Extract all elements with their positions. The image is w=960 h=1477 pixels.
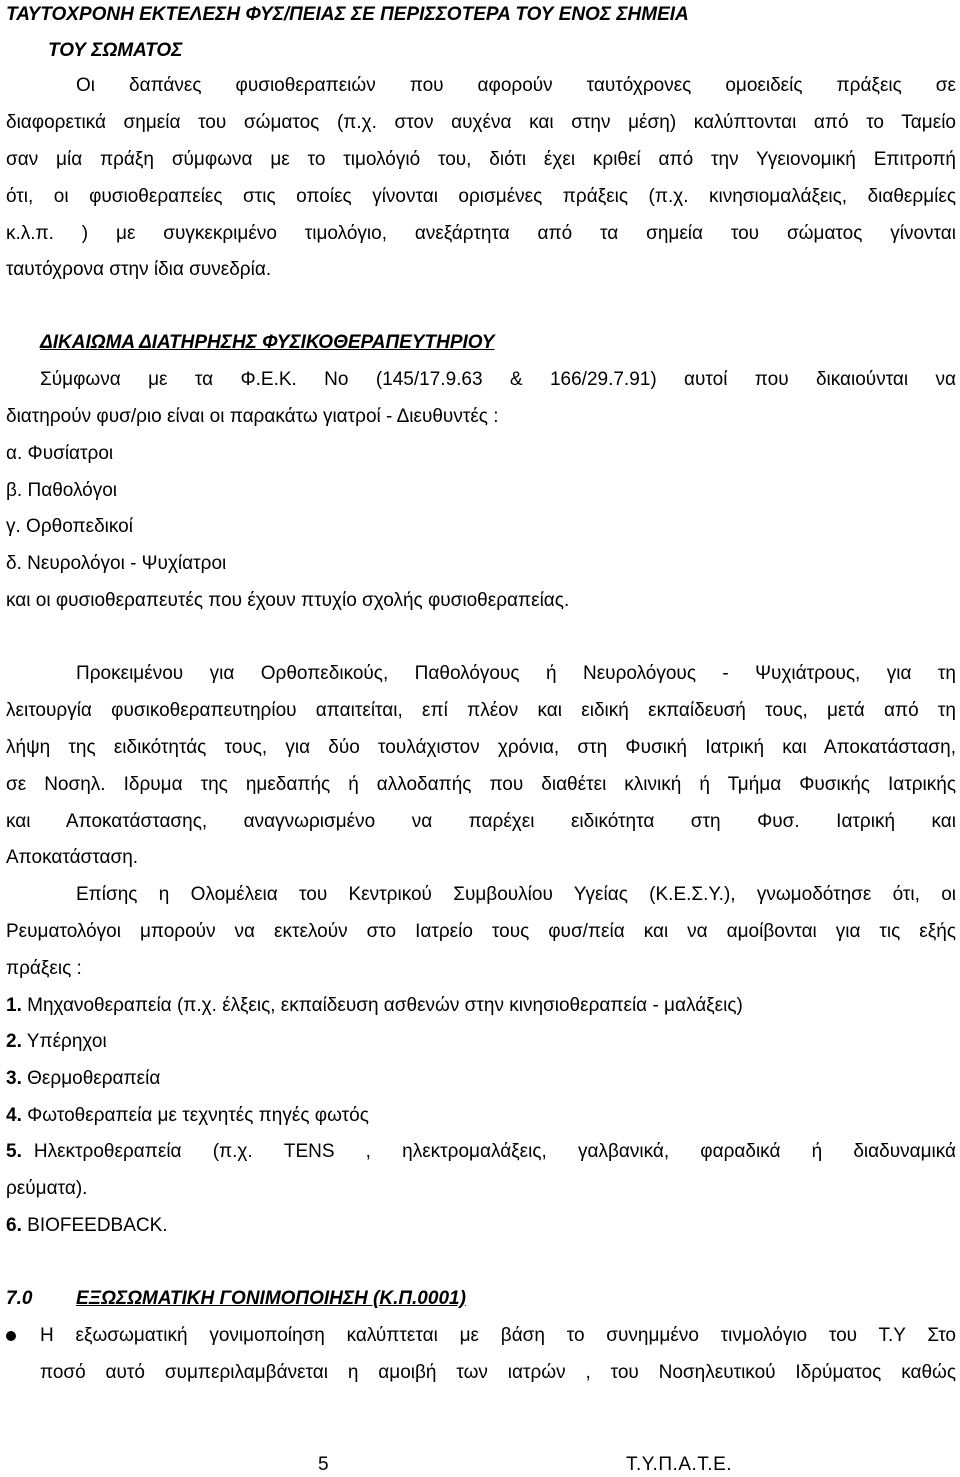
section-heading: ΕΞΩΣΩΜΑΤΙΚΗ ΓΟΝΙΜΟΠΟΙΗΣΗ (Κ.Π.0001) — [76, 1288, 466, 1309]
paragraph-line: Οι δαπάνες φυσιοθεραπειών που αφορούν ταυτόχρονες ομοειδείς πράξεις σε — [76, 75, 956, 96]
paragraph-line: λήψη της ειδικότητάς τους, για δύο τουλάχιστον χρόνια, στη Φυσική Ιατρική και Αποκατάσταση, — [6, 737, 956, 758]
numbered-item — [6, 994, 956, 1018]
list-item: γ. Ορθοπεδικοί — [6, 516, 133, 537]
list-item: δ. Νευρολόγοι - Ψυχίατροι — [6, 553, 227, 574]
section-heading: ΔΙΚΑΙΩΜΑ ΔΙΑΤΗΡΗΣΗΣ ΦΥΣΙΚΟΘΕΡΑΠΕΥΤΗΡΙΟΥ — [40, 332, 495, 353]
list-item: β. Παθολόγοι — [6, 480, 118, 501]
paragraph-line: διατηρούν φυσ/ριο είναι οι παρακάτω γιατροί - Διευθυντές : — [6, 406, 499, 427]
item-number: 4. — [6, 1105, 22, 1126]
list-item: α. Φυσίατροι — [6, 443, 114, 464]
paragraph-line: και Αποκατάστασης, αναγνωρισμένο να παρέχει ειδικότητα στη Φυσ. Ιατρική και — [6, 811, 956, 832]
paragraph-line: Σύμφωνα με τα Φ.Ε.Κ. Νο (145/17.9.63 & 166/29.7.91) αυτοί που δικαιούνται να — [40, 369, 956, 390]
paragraph-line: Προκειμένου για Ορθοπεδικούς, Παθολόγους ή Νευρολόγους - Ψυχιάτρους, για τη — [76, 663, 956, 684]
item-text: Ηλεκτροθεραπεία (π.χ. TENS , ηλεκτρομαλάξεις, γαλβανικά, φαραδικά ή διαδυναμικά — [33, 1141, 956, 1162]
paragraph-line: σαν μία πράξη σύμφωνα με το τιμολόγιό του, διότι έχει κριθεί από την Υγειονομική Επιτροπή — [6, 149, 956, 170]
section-title-line-1: ΤΑΥΤΟΧΡΟΝΗ ΕΚΤΕΛΕΣΗ ΦΥΣ/ΠΕΙΑΣ ΣΕ ΠΕΡΙΣΣΟΤΕΡΑ ΤΟΥ ΕΝΟΣ ΣΗΜΕΙΑ — [6, 4, 689, 25]
item-text: Θερμοθεραπεία — [27, 1068, 161, 1089]
paragraph-line: ταυτόχρονα στην ίδια συνεδρία. — [6, 259, 272, 280]
paragraph-line: Επίσης η Ολομέλεια του Κεντρικού Συμβουλίου Υγείας (Κ.Ε.Σ.Υ.), γνωμοδότησε ότι, οι — [76, 884, 956, 905]
bullet-text-line: ποσό αυτό συμπεριλαμβάνεται η αμοιβή των ιατρών , του Νοσηλευτικού Ιδρύματος καθώς — [40, 1362, 956, 1383]
numbered-item — [6, 1067, 956, 1091]
paragraph-line: πράξεις : — [6, 958, 82, 979]
numbered-item — [6, 1214, 956, 1238]
page-number: 5 — [318, 1454, 329, 1475]
bullet-text-line: Η εξωσωματική γονιμοποίηση καλύπτεται με βάση το συνημμένο τινμολόγιο του Τ.Υ Στο — [40, 1325, 956, 1346]
section-number: 7.0 — [6, 1288, 33, 1309]
item-text: Υπέρηχοι — [26, 1031, 107, 1052]
item-number: 6. — [6, 1215, 22, 1236]
numbered-item — [6, 1140, 956, 1164]
numbered-item — [6, 1030, 956, 1054]
paragraph-line: ότι, οι φυσιοθεραπείες στις οποίες γίνονται ορισμένες πράξεις (π.χ. κινησιομαλάξεις, διαθερμίες — [6, 186, 956, 207]
item-text: BIOFEEDBACK. — [27, 1215, 168, 1236]
paragraph-line: Ρευματολόγοι μπορούν να εκτελούν στο Ιατρείο τους φυσ/πεία και να αμοίβονται για τις εξής — [6, 921, 956, 942]
paragraph-line: και οι φυσιοθεραπευτές που έχουν πτυχίο σχολής φυσιοθεραπείας. — [6, 590, 570, 611]
item-number: 5. — [6, 1141, 22, 1162]
paragraph-line: λειτουργία φυσικοθεραπευτηρίου απαιτείται, επί πλέον και ειδική εκπαίδευσή τους, μετά από τη — [6, 700, 956, 721]
item-text: Φωτοθεραπεία με τεχνητές πηγές φωτός — [27, 1105, 369, 1126]
paragraph-line: κ.λ.π. ) με συγκεκριμένο τιμολόγιο, ανεξάρτητα από τα σημεία του σώματος γίνονται — [6, 223, 956, 244]
paragraph-line: διαφορετικά σημεία του σώματος (π.χ. στον αυχένα και στην μέση) καλύπτονται από το Ταμείο — [6, 112, 956, 133]
bullet-icon — [6, 1331, 16, 1341]
numbered-item-continuation: ρεύματα). — [6, 1178, 88, 1199]
item-number: 2. — [6, 1031, 22, 1052]
item-number: 3. — [6, 1068, 22, 1089]
paragraph-line: Αποκατάσταση. — [6, 847, 139, 868]
section-title-line-2: ΤΟΥ ΣΩΜΑΤΟΣ — [48, 40, 183, 61]
item-number: 1. — [6, 995, 22, 1016]
footer-organization: Τ.Υ.Π.Α.Τ.Ε. — [626, 1454, 733, 1475]
numbered-item — [6, 1104, 956, 1128]
paragraph-line: σε Νοσηλ. Ιδρυμα της ημεδαπής ή αλλοδαπής που διαθέτει κλινική ή Τμήμα Φυσικής Ιατρικής — [6, 774, 956, 795]
item-text: Μηχανοθεραπεία (π.χ. έλξεις, εκπαίδευση ασθενών στην κινησιοθεραπεία - μαλάξεις) — [27, 995, 743, 1016]
